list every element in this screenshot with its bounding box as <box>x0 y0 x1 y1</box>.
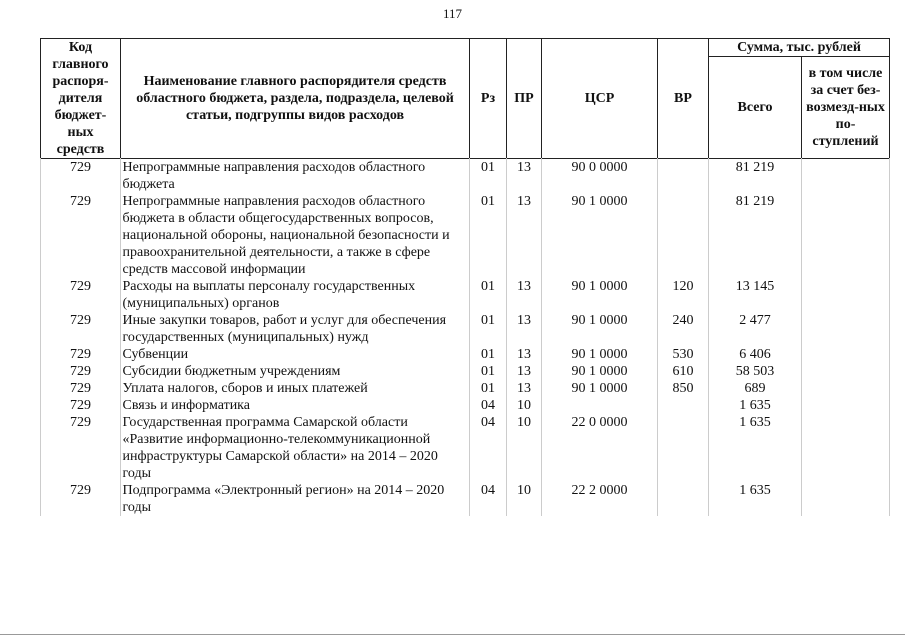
row-total: 2 477 <box>739 313 771 328</box>
row-pr: 13 <box>517 347 531 362</box>
header-name: Наименование главного распорядителя средств областного бюджета, раздела, подраздела, целевой статьи, подгруппы видов расходов <box>121 39 470 159</box>
column-rule <box>120 158 121 516</box>
row-grant <box>802 312 890 346</box>
row-rz: 01 <box>481 313 495 328</box>
table-row <box>41 397 890 414</box>
row-vr <box>658 159 709 194</box>
row-pr: 10 <box>517 483 531 498</box>
row-code: 729 <box>70 483 91 498</box>
row-code: 729 <box>70 381 91 396</box>
row-code: 729 <box>70 364 91 379</box>
row-csr: 22 0 0000 <box>571 415 628 430</box>
row-total: 13 145 <box>735 279 775 294</box>
row-code: 729 <box>70 194 91 209</box>
row-total: 58 503 <box>735 364 775 379</box>
row-rz: 04 <box>481 415 495 430</box>
table-row <box>41 380 890 397</box>
row-rz: 01 <box>481 279 495 294</box>
row-total: 1 635 <box>739 415 771 430</box>
row-csr: 90 0 0000 <box>571 160 628 175</box>
row-name: Расходы на выплаты персоналу государственных (муниципальных) органов <box>122 279 416 311</box>
row-code: 729 <box>70 313 91 328</box>
row-csr: 90 1 0000 <box>571 381 628 396</box>
row-csr: 90 1 0000 <box>571 313 628 328</box>
header-csr: ЦСР <box>542 39 658 159</box>
row-total: 81 219 <box>735 194 775 209</box>
row-code: 729 <box>70 398 91 413</box>
row-rz: 04 <box>481 483 495 498</box>
header-sum: Сумма, тыс. рублей <box>709 39 890 57</box>
row-total: 81 219 <box>735 160 775 175</box>
table-body <box>41 159 890 517</box>
row-vr <box>658 482 709 516</box>
row-vr: 610 <box>672 364 694 379</box>
row-csr: 90 1 0000 <box>571 347 628 362</box>
header-pr: ПР <box>507 39 542 159</box>
row-rz: 01 <box>481 160 495 175</box>
table-row <box>41 278 890 312</box>
row-rz: 04 <box>481 398 495 413</box>
row-csr: 22 2 0000 <box>571 483 628 498</box>
row-name: Субсидии бюджетным учреждениям <box>122 364 341 379</box>
row-grant <box>802 482 890 516</box>
row-name: Непрограммные направления расходов областного бюджета <box>122 160 426 192</box>
row-name: Подпрограмма «Электронный регион» на 2014 – 2020 годы <box>122 483 445 515</box>
row-name: Государственная программа Самарской области «Развитие информационно-телекоммуникационной инфраструктуры Самарской области» на 2014 – 2020 годы <box>122 415 438 481</box>
row-grant <box>802 346 890 363</box>
row-pr: 10 <box>517 398 531 413</box>
row-csr: 90 1 0000 <box>571 194 628 209</box>
row-grant <box>802 193 890 278</box>
table-row <box>41 482 890 516</box>
row-total: 6 406 <box>739 347 771 362</box>
header-code: Код главного распоря-дителя бюджет-ных средств <box>41 39 121 159</box>
bottom-rule <box>0 634 905 635</box>
column-rule <box>469 158 470 516</box>
column-rule <box>40 158 41 516</box>
column-rule <box>708 158 709 516</box>
row-rz: 01 <box>481 364 495 379</box>
page-number: 117 <box>442 6 463 21</box>
row-grant <box>802 159 890 194</box>
row-total: 1 635 <box>739 398 771 413</box>
row-pr: 13 <box>517 364 531 379</box>
table-row <box>41 312 890 346</box>
row-name: Субвенции <box>122 347 189 362</box>
row-csr <box>542 397 658 414</box>
row-code: 729 <box>70 160 91 175</box>
row-name: Непрограммные направления расходов областного бюджета в области общегосударственных вопросов, национальной обороны, национальной безопасности и правоохранительной деятельности, а также в сфере средств массовой информации <box>122 194 450 277</box>
row-pr: 13 <box>517 381 531 396</box>
header-grant: в том числе за счет без-возмезд-ных по-ступлений <box>802 57 890 159</box>
column-rule <box>889 158 890 516</box>
row-grant <box>802 363 890 380</box>
row-total: 689 <box>744 381 766 396</box>
row-pr: 10 <box>517 415 531 430</box>
row-code: 729 <box>70 347 91 362</box>
row-vr: 850 <box>672 381 694 396</box>
row-rz: 01 <box>481 347 495 362</box>
row-csr: 90 1 0000 <box>571 364 628 379</box>
row-name: Иные закупки товаров, работ и услуг для обеспечения государственных (муниципальных) нужд <box>122 313 447 345</box>
column-rule <box>541 158 542 516</box>
table-row <box>41 193 890 278</box>
row-rz: 01 <box>481 381 495 396</box>
column-rule <box>506 158 507 516</box>
row-name: Связь и информатика <box>122 398 250 413</box>
row-vr <box>658 414 709 482</box>
row-vr: 120 <box>672 279 694 294</box>
row-grant <box>802 397 890 414</box>
row-pr: 13 <box>517 313 531 328</box>
table-row <box>41 159 890 194</box>
column-rule <box>657 158 658 516</box>
header-total: Всего <box>709 57 802 159</box>
header-rz: Рз <box>470 39 507 159</box>
row-total: 1 635 <box>739 483 771 498</box>
row-grant <box>802 278 890 312</box>
table-row <box>41 346 890 363</box>
row-rz: 01 <box>481 194 495 209</box>
row-vr <box>658 397 709 414</box>
row-grant <box>802 380 890 397</box>
table-row <box>41 414 890 482</box>
row-code: 729 <box>70 279 91 294</box>
row-vr <box>658 193 709 278</box>
row-pr: 13 <box>517 194 531 209</box>
row-grant <box>802 414 890 482</box>
row-pr: 13 <box>517 160 531 175</box>
table-row <box>41 363 890 380</box>
header-vr: ВР <box>658 39 709 159</box>
column-rule <box>801 158 802 516</box>
row-name: Уплата налогов, сборов и иных платежей <box>122 381 368 396</box>
row-code: 729 <box>70 415 91 430</box>
row-vr: 240 <box>672 313 694 328</box>
budget-table <box>40 38 890 516</box>
row-pr: 13 <box>517 279 531 294</box>
row-vr: 530 <box>672 347 694 362</box>
row-csr: 90 1 0000 <box>571 279 628 294</box>
